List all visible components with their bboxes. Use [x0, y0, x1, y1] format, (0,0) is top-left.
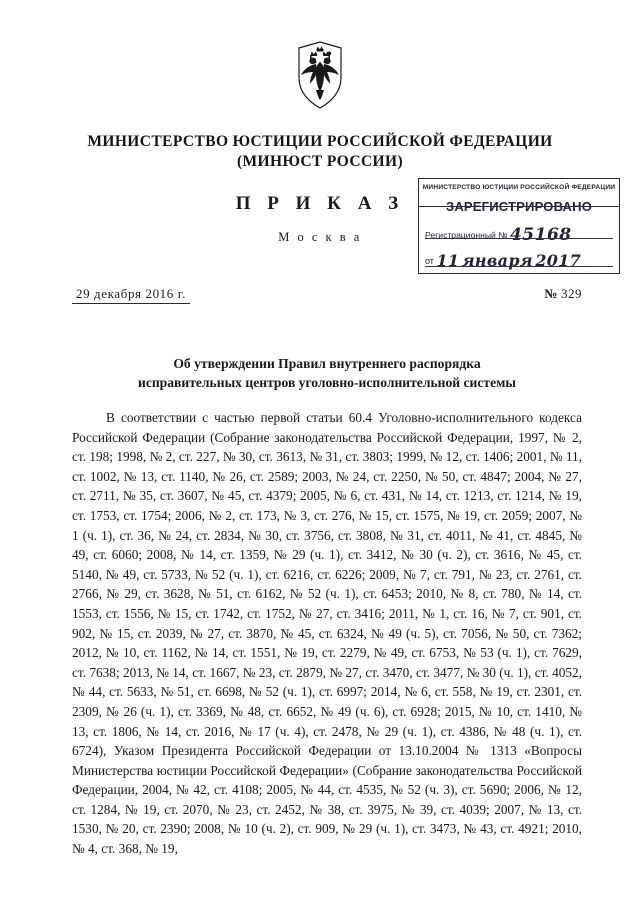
number-prefix: № [544, 286, 558, 301]
stamp-divider [419, 206, 619, 207]
registration-stamp [418, 178, 620, 274]
stamp-reg-rule [425, 238, 613, 239]
stamp-reg-label: Регистрационный № [425, 230, 508, 240]
stamp-date-label: от [425, 256, 434, 266]
stamp-date-year: 2017 [535, 251, 582, 270]
document-body [72, 408, 582, 859]
stamp-date-month: января [461, 251, 533, 270]
body-paragraph: В соответствии с частью первой статьи 60.4 Уголовно-исполнительного кодекса Российской Федерации (Собрание законодательства Российской Федерации, 1997, № 2, ст. 198; 1998, № 2, ст. 227, № 30, ст. 3613, № 31, ст. 3803; 1999, № 12, ст. 1406; 2001, № 11, ст. 1002, № 13, ст. 1140, № 26, ст. 2589; 2003, № 24, ст. 2250, № 50, ст. 4847; 2004, № 27, ст. 2711, № 35, ст. 3607, № 45, ст. 4379; 2005, № 6, ст. 431, № 14, ст. 1213, ст. 1214, № 19, ст. 1753, ст. 1754; 2006, № 2, ст. 173, № 3, ст. 276, № 15, ст. 1575, № 19, ст. 2059; 2007, № 1 (ч. 1), ст. 36, № 24, ст. 2834, № 30, ст. 3756, ст. 3808, № 31, ст. 4011, № 41, ст. 4845, № 49, ст. 6060; 2008, № 14, ст. 1359, № 29 (ч. 1), ст. 3412, № 30 (ч. 2), ст. 3616, № 45, ст. 5140, № 49, ст. 5733, № 52 (ч. 1), ст. 6216, ст. 6226; 2009, № 7, ст. 791, № 23, ст. 2761, ст. 2766, № 29, ст. 3628, № 51, ст. 6162, № 52 (ч. 1), ст. 6453; 2010, № 8, ст. 780, № 14, ст. 1553, ст. 1556, № 15, ст. 1742, ст. 1752, № 27, ст. 3416; 2011, № 1, ст. 16, № 7, ст. 901, ст. 902, № 15, ст. 2039, № 27, ст. 3870, № 45, ст. 6324, № 49 (ч. 5), ст. 7056, № 50, ст. 7362; 2012, № 10, ст. 1162, № 14, ст. 1551, № 19, ст. 2279, № 49, ст. 6753, № 53 (ч. 1), ст. 7629, ст. 7638; 2013, № 14, ст. 1667, № 23, ст. 2879, № 27, ст. 3470, ст. 3477, № 30 (ч. 1), ст. 4052, № 44, ст. 5633, № 51, ст. 6698, № 52 (ч. 1), ст. 6997; 2014, № 6, ст. 558, № 19, ст. 2301, ст. 2309, № 26 (ч. 1), ст. 3369, № 48, ст. 6652, № 49 (ч. 6), ст. 6928; 2015, № 10, ст. 1410, № 13, ст. 1806, № 14, ст. 2016, № 17 (ч. 4), ст. 2478, № 29 (ч. 1), ст. 4386, № 48 (ч. 1), ст. 6724), Указом Президента Российской Федерации от 13.10.2004 № 1313 «Вопросы Министерства юстиции Российской Федерации» (Собрание законодательства Российской Федерации, 2004, № 42, ст. 4108; 2005, № 44, ст. 4535, № 52 (ч. 3), ст. 5690; 2006, № 12, ст. 1284, № 19, ст. 2070, № 23, ст. 2452, № 38, ст. 3975, № 39, ст. 4039; 2007, № 13, ст. 1530, № 20, ст. 2390; 2008, № 10 (ч. 2), ст. 909, № 29 (ч. 1), ст. 3473, № 43, ст. 4921; 2010, № 4, ст. 368, № 19, [72, 410, 582, 857]
stamp-status: ЗАРЕГИСТРИРОВАНО [445, 199, 593, 214]
title-line-1: Об утверждении Правил внутреннего распорядка [173, 356, 481, 371]
city-label: М о с к в а [278, 230, 362, 244]
russian-coat-of-arms-icon [291, 40, 349, 110]
document-title [72, 354, 582, 392]
document-date: 29 декабря 2016 г. [72, 286, 190, 304]
document-type: П Р И К А З [235, 193, 405, 214]
number-value: 329 [561, 286, 582, 301]
emblem-container [0, 40, 640, 110]
stamp-registration-row [419, 223, 619, 245]
ministry-line-1: МИНИСТЕРСТВО ЮСТИЦИИ РОССИЙСКОЙ ФЕДЕРАЦИИ [87, 133, 553, 150]
ministry-header [0, 133, 640, 171]
document-number [544, 286, 582, 302]
stamp-header: МИНИСТЕРСТВО ЮСТИЦИИ РОССИЙСКОЙ ФЕДЕРАЦИИ [422, 184, 616, 191]
ministry-line-2: (МИНЮСТ РОССИИ) [236, 153, 404, 170]
date-number-row [72, 286, 582, 304]
stamp-date-rule [425, 266, 613, 267]
stamp-date-row [419, 249, 619, 270]
stamp-reg-number: 45168 [509, 225, 572, 245]
stamp-date-day: 11 [436, 251, 460, 270]
title-line-2: исправительных центров уголовно-исполнительной системы [137, 375, 516, 390]
